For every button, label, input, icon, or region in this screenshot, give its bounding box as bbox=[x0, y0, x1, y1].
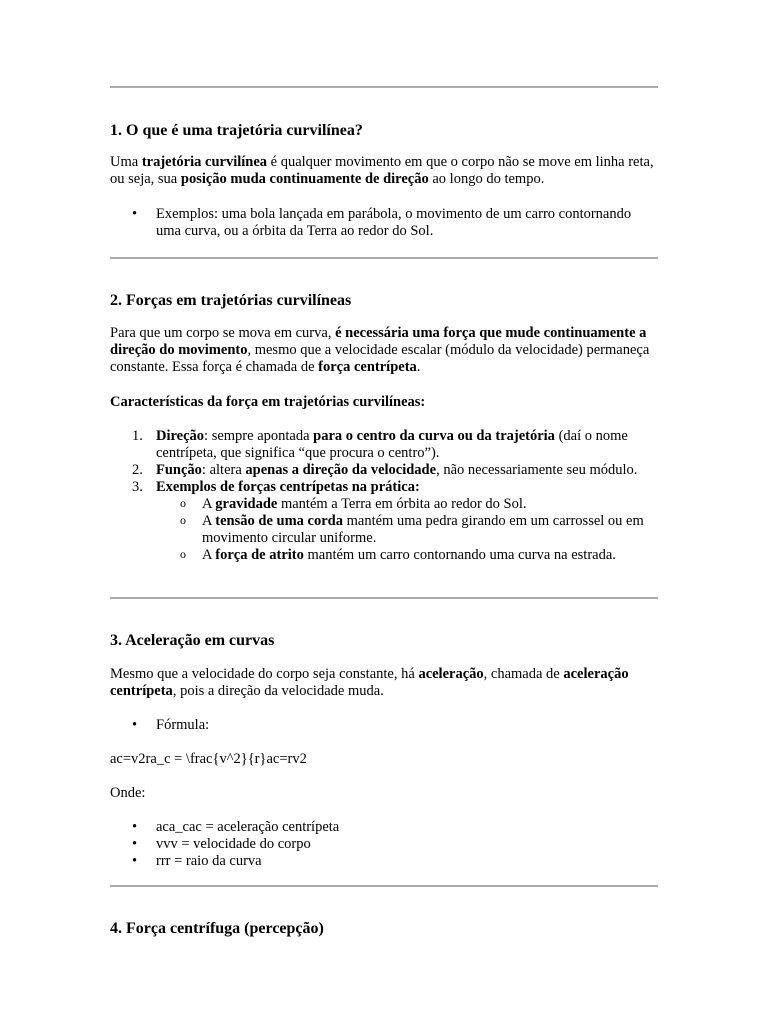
sublist-item: o A força de atrito mantém um carro contornando uma curva na estrada. bbox=[156, 547, 658, 564]
list-item: • Exemplos: uma bola lançada em parábola, o movimento de um carro contornando uma curva, ou a órbita da Terra ao redor do Sol. bbox=[110, 206, 658, 240]
where-label: Onde: bbox=[110, 785, 146, 801]
variables-list bbox=[110, 819, 658, 870]
section-2-subheading: Características da força em trajetórias curvilíneas: bbox=[110, 394, 426, 410]
section-4-heading: 4. Força centrífuga (percepção) bbox=[110, 920, 324, 937]
section-1-heading: 1. O que é uma trajetória curvilínea? bbox=[110, 122, 363, 139]
list-item: • rrr = raio da curva bbox=[110, 853, 658, 870]
list-item: • aca_cac = aceleração centrípeta bbox=[110, 819, 658, 836]
examples-sublist bbox=[156, 496, 658, 564]
section-1-intro: Uma trajetória curvilínea é qualquer movimento em que o corpo não se move em linha reta, ou seja, sua posição muda continuamente de direção ao longo do tempo. bbox=[110, 154, 654, 187]
section-2-intro: Para que um corpo se mova em curva, é necessária uma força que mude continuamente a direção do movimento, mesmo que a velocidade escalar (módulo da velocidade) permaneça constante. Essa força é chamada de força centrípeta. bbox=[110, 325, 650, 375]
sublist-item: o A tensão de uma corda mantém uma pedra girando em um carrossel ou em movimento circular uniforme. bbox=[156, 513, 658, 547]
list-item: • vvv = velocidade do corpo bbox=[110, 836, 658, 853]
horizontal-rule bbox=[110, 597, 658, 599]
characteristics-list bbox=[110, 428, 658, 564]
list-item: • Fórmula: bbox=[110, 717, 658, 734]
horizontal-rule bbox=[110, 885, 658, 887]
list-item: 2. Função: altera apenas a direção da velocidade, não necessariamente seu módulo. bbox=[132, 462, 638, 478]
sublist-item: o A gravidade mantém a Terra em órbita ao redor do Sol. bbox=[156, 496, 658, 513]
section-3-heading: 3. Aceleração em curvas bbox=[110, 632, 275, 649]
formula-list bbox=[110, 717, 658, 734]
section-1-examples bbox=[110, 206, 658, 240]
section-3-intro: Mesmo que a velocidade do corpo seja constante, há aceleração, chamada de aceleração centrípeta, pois a direção da velocidade muda. bbox=[110, 666, 629, 699]
horizontal-rule bbox=[110, 257, 658, 259]
formula-text: ac=v2ra_c = \frac{v^2}{r}ac=rv2 bbox=[110, 751, 307, 767]
list-item: 1. Direção: sempre apontada para o centro da curva ou da trajetória (daí o nome centrípeta, que significa “que procura o centro”). bbox=[132, 428, 628, 461]
horizontal-rule bbox=[110, 86, 658, 88]
section-2-heading: 2. Forças em trajetórias curvilíneas bbox=[110, 292, 352, 309]
list-item: 3. Exemplos de forças centrípetas na prática: o A gravidade mantém a Terra em órbita ao redor do Sol. o A tensão de uma corda mantém uma pedra girando em um carrossel ou em movimento circular uniforme. o A força de atrito mantém um carro contornando uma curva na estrada. bbox=[110, 479, 658, 564]
